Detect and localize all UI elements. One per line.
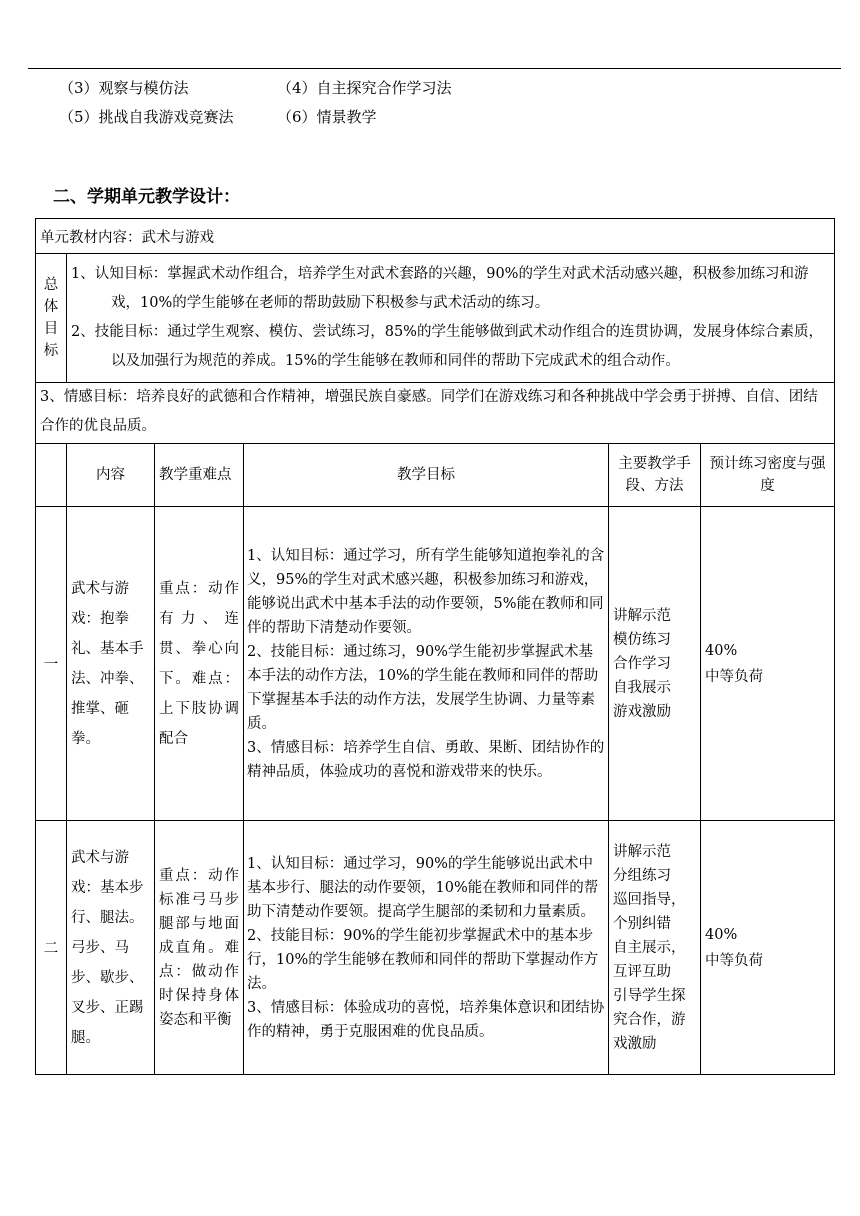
objective-item: 1、认知目标：通过学习，90%的学生能够说出武术中基本步行、腿法的动作要领，10%能在教师和同伴的帮助下清楚动作要领。提高学生腿部的柔韧和力量素质。 xyxy=(247,855,599,920)
objective-item: 3、情感目标：体验成功的喜悦，培养集体意识和团结协作的精神，勇于克服困难的优良品质。 xyxy=(247,999,605,1040)
unit-design-table xyxy=(35,218,835,1075)
means-item: 分组练习 xyxy=(613,867,671,884)
row-intensity xyxy=(701,507,835,821)
row-intensity xyxy=(701,821,835,1075)
row-content: 武术与游戏：基本步行、腿法。弓步、马步、歇步、叉步、正踢腿。 xyxy=(67,821,155,1075)
means-item: 巡回指导，个别纠错 xyxy=(613,891,686,932)
header-rule xyxy=(28,68,841,69)
means-item: 引导学生探究合作，游戏激励 xyxy=(613,987,686,1052)
goal-label-char: 标 xyxy=(43,343,59,359)
objective-item: 2、技能目标：90%的学生能初步掌握武术中的基本步行，10%的学生能够在教师和同伴的帮助下掌握动作方法。 xyxy=(247,927,599,992)
header-blank xyxy=(36,444,67,507)
overall-goal-skill: 2、技能目标：通过学生观察、模仿、尝试练习，85%的学生能够做到武术动作组合的连贯协调，发展身体综合素质，以及加强行为规范的养成。15%的学生能够在教师和同伴的帮助下完成武术的组合动作。 xyxy=(71,324,823,369)
method-item-5: （5）挑战自我游戏竞赛法 xyxy=(59,108,234,126)
means-item: 模仿练习 xyxy=(613,631,671,648)
header-key-points: 教学重难点 xyxy=(155,444,244,507)
means-item: 讲解示范 xyxy=(613,607,671,624)
intensity-percent: 40% xyxy=(705,926,738,943)
overall-goal-affective: 3、情感目标：培养良好的武德和合作精神，增强民族自豪感。同学们在游戏练习和各种挑战中学会勇于拼搏、自信、团结合作的优良品质。 xyxy=(36,383,835,444)
header-intensity: 预计练习密度与强度 xyxy=(701,444,835,507)
means-item: 游戏激励 xyxy=(613,703,671,720)
row-content: 武术与游戏：抱拳礼、基本手法、冲拳、推掌、砸拳。 xyxy=(67,507,155,821)
table-row xyxy=(36,507,835,821)
method-item-6: （6）情景教学 xyxy=(277,108,377,126)
objective-item: 3、情感目标：培养学生自信、勇敢、果断、团结协作的精神品质，体验成功的喜悦和游戏带来的快乐。 xyxy=(247,739,605,780)
method-item-3: （3）观察与模仿法 xyxy=(59,79,189,97)
overall-goal-label xyxy=(36,254,67,383)
section-title: 二、学期单元教学设计： xyxy=(53,187,240,207)
unit-content-cell: 单元教材内容：武术与游戏 xyxy=(36,219,835,254)
row-means xyxy=(609,821,701,1075)
means-item: 自主展示，互评互助 xyxy=(613,939,686,980)
method-item-4: （4）自主探究合作学习法 xyxy=(277,79,452,97)
overall-goals-cell xyxy=(67,254,835,383)
overall-goal-cognitive: 1、认知目标：掌握武术动作组合，培养学生对武术套路的兴趣，90%的学生对武术活动感兴趣，积极参加练习和游戏，10%的学生能够在老师的帮助鼓励下积极参与武术活动的练习。 xyxy=(71,266,809,311)
row-objectives xyxy=(244,507,609,821)
header-objectives: 教学目标 xyxy=(244,444,609,507)
table-row xyxy=(36,821,835,1075)
means-item: 讲解示范 xyxy=(613,843,671,860)
means-item: 自我展示 xyxy=(613,679,671,696)
header-means: 主要教学手段、方法 xyxy=(609,444,701,507)
row-number: 一 xyxy=(36,507,67,821)
goal-label-char: 总 xyxy=(43,277,59,293)
row-number: 二 xyxy=(36,821,67,1075)
intensity-load: 中等负荷 xyxy=(705,952,763,969)
row-means xyxy=(609,507,701,821)
objective-item: 1、认知目标：通过学习，所有学生能够知道抱拳礼的含义，95%的学生对武术感兴趣，积极参加练习和游戏，能够说出武术中基本手法的动作要领，5%能在教师和同伴的帮助下清楚动作要领。 xyxy=(247,547,605,636)
row-key-points: 重点：动作标准弓马步腿部与地面成直角。难点：做动作时保持身体姿态和平衡 xyxy=(155,821,244,1075)
goal-label-char: 体 xyxy=(43,299,59,315)
intensity-load: 中等负荷 xyxy=(705,668,763,685)
means-item: 合作学习 xyxy=(613,655,671,672)
row-key-points: 重点：动作有力、连贯、拳心向下。难点：上下肢协调配合 xyxy=(155,507,244,821)
header-content: 内容 xyxy=(67,444,155,507)
goal-label-char: 目 xyxy=(43,321,59,337)
intensity-percent: 40% xyxy=(705,642,738,659)
row-objectives xyxy=(244,821,609,1075)
teaching-methods-list xyxy=(59,74,452,132)
objective-item: 2、技能目标：通过练习，90%学生能初步掌握武术基本手法的动作方法，10%的学生能在教师和同伴的帮助下掌握基本手法的动作方法，发展学生协调、力量等素质。 xyxy=(247,643,599,732)
